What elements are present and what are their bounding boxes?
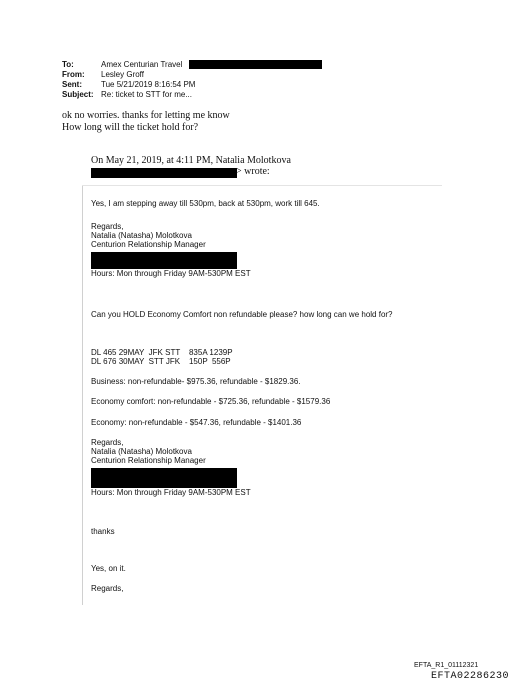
from-value: Lesley Groff (101, 70, 144, 79)
redaction-signature-contact (91, 468, 237, 488)
fare-economy: Economy: non-refundable - $547.36, refundable - $1401.36 (91, 418, 302, 427)
sent-value: Tue 5/21/2019 8:16:54 PM (101, 80, 196, 89)
quote-line: Yes, I am stepping away till 530pm, back at 530pm, work till 645. (91, 199, 320, 208)
signature-name: Natalia (Natasha) Molotkova (91, 447, 192, 456)
quote-line: thanks (91, 527, 115, 536)
quote-intro: On May 21, 2019, at 4:11 PM, Natalia Molotkova (91, 155, 291, 166)
reply-line-2: How long will the ticket hold for? (62, 122, 199, 133)
signature-title: Centurion Relationship Manager (91, 240, 206, 249)
signature-title: Centurion Relationship Manager (91, 456, 206, 465)
bates-id-1: EFTA_R1_01112321 (414, 662, 479, 669)
reply-line-1: ok no worries. thanks for letting me know (62, 110, 230, 121)
quote-wrote: > wrote: (236, 166, 270, 177)
quote-line: Can you HOLD Economy Comfort non refundable please? how long can we hold for? (91, 310, 393, 319)
signature-hours: Hours: Mon through Friday 9AM-530PM EST (91, 488, 251, 497)
subject-value: Re: ticket to STT for me... (101, 90, 192, 99)
bates-id-2: EFTA02286230 (431, 671, 510, 682)
redaction-sender-email (91, 168, 237, 178)
to-label: To: (62, 60, 74, 69)
quote-top-rule (82, 185, 442, 186)
signature-hours: Hours: Mon through Friday 9AM-530PM EST (91, 269, 251, 278)
quote-border (82, 185, 83, 605)
signature-regards: Regards, (91, 438, 124, 447)
quote-line: Regards, (91, 584, 124, 593)
fare-economy-comfort: Economy comfort: non-refundable - $725.36, refundable - $1579.36 (91, 397, 331, 406)
flight-line-2: DL 676 30MAY STT JFK 150P 556P (91, 357, 231, 366)
fare-business: Business: non-refundable- $975.36, refundable - $1829.36. (91, 377, 301, 386)
sent-label: Sent: (62, 80, 82, 89)
signature-name: Natalia (Natasha) Molotkova (91, 231, 192, 240)
signature-regards: Regards, (91, 222, 124, 231)
to-value: Amex Centurian Travel (101, 60, 183, 69)
flight-line-1: DL 465 29MAY JFK STT 835A 1239P (91, 348, 233, 357)
quote-line: Yes, on it. (91, 564, 126, 573)
from-label: From: (62, 70, 85, 79)
redaction-to (189, 60, 322, 69)
subject-label: Subject: (62, 90, 94, 99)
redaction-signature-contact (91, 252, 237, 269)
